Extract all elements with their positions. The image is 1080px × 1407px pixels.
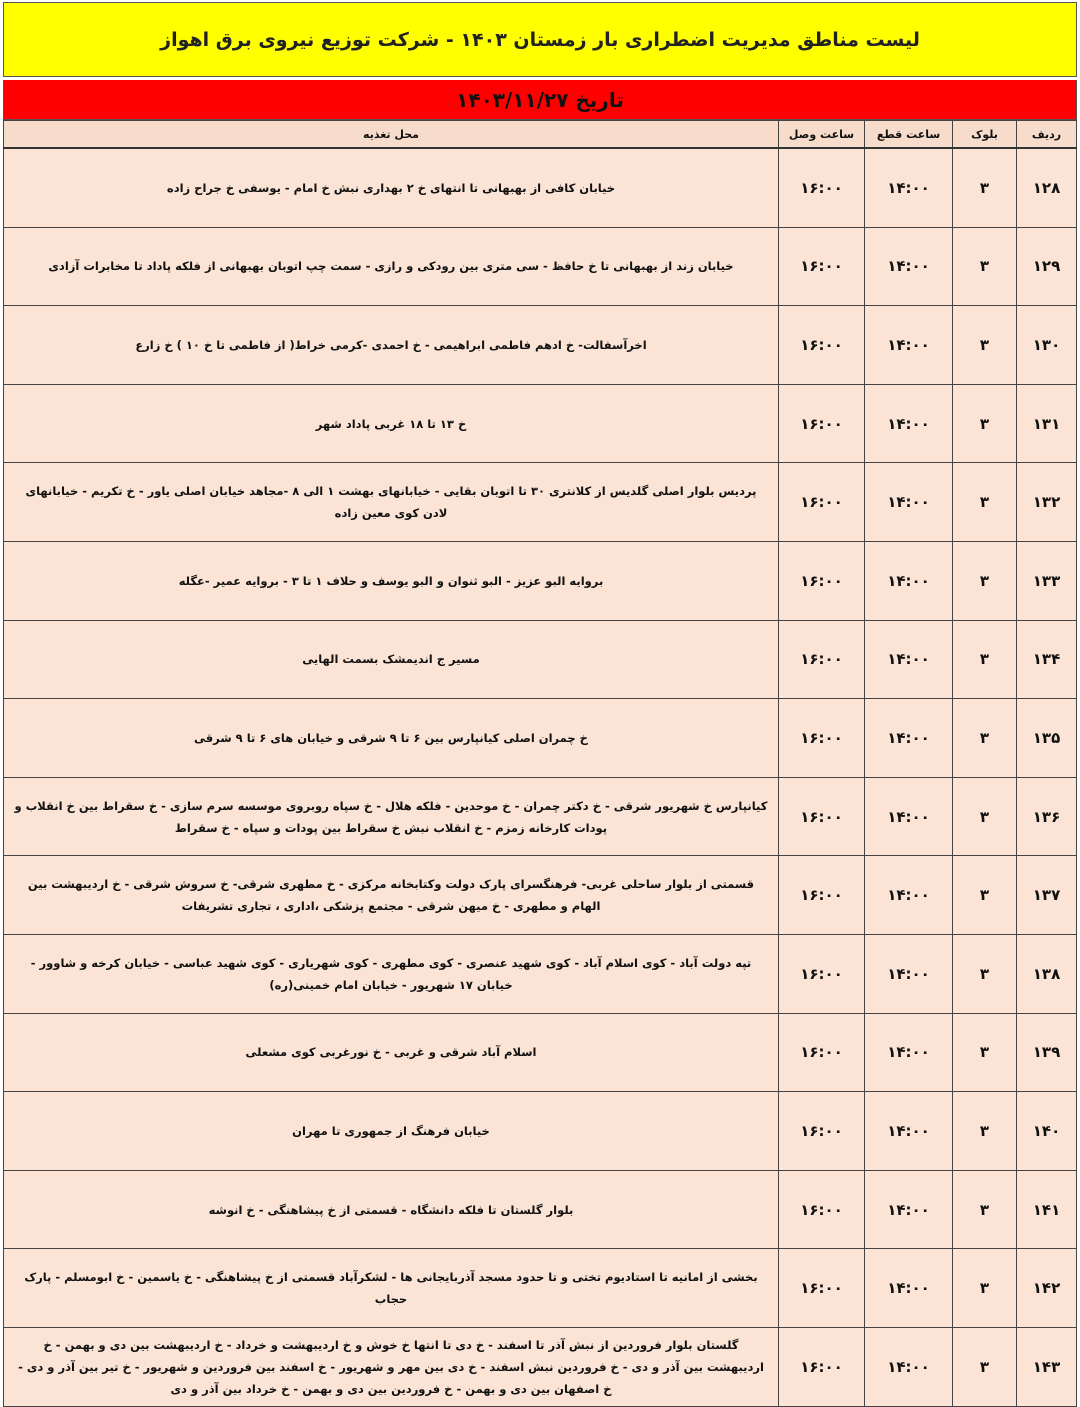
table-row	[4, 384, 1077, 463]
row-number-cell: ۱۳۳	[1017, 541, 1077, 620]
cut-time-cell: ۱۴:۰۰	[865, 856, 953, 935]
location-cell: بخشی از امانیه تا استادیوم تختی و تا حدود مسجد آذربایجانی ها - لشکرآباد قسمتی از خ پیشاهنگی - خ یاسمین - خ ابومسلم - پارک حجاب	[4, 1249, 779, 1328]
connect-time-cell: ۱۶:۰۰	[779, 1170, 865, 1249]
connect-time-cell: ۱۶:۰۰	[779, 148, 865, 227]
row-number-cell: ۱۴۰	[1017, 1092, 1077, 1171]
block-cell: ۳	[953, 934, 1017, 1013]
row-number-cell: ۱۳۶	[1017, 777, 1077, 856]
table-row	[4, 620, 1077, 699]
col-block-header: بلوک	[953, 121, 1017, 149]
location-cell: اخرآسفالت- خ ادهم فاطمی ابراهیمی - خ احمدی -کرمی خراط( از فاطمی تا خ ۱۰ ) خ زارع	[4, 306, 779, 385]
location-cell: خیابان فرهنگ از جمهوری تا مهران	[4, 1092, 779, 1171]
block-cell: ۳	[953, 227, 1017, 306]
block-cell: ۳	[953, 1092, 1017, 1171]
table-row	[4, 541, 1077, 620]
outage-table	[3, 120, 1077, 1407]
col-cut-time-header: ساعت قطع	[865, 121, 953, 149]
connect-time-cell: ۱۶:۰۰	[779, 384, 865, 463]
location-cell: تپه دولت آباد - کوی اسلام آباد - کوی شهید عنصری - کوی مطهری - کوی شهریاری - کوی شهید عباسی - خیابان کرخه و شاوور - خیابان ۱۷ شهریور - خیابان امام خمینی(ره)	[4, 934, 779, 1013]
row-number-cell: ۱۳۷	[1017, 856, 1077, 935]
cut-time-cell: ۱۴:۰۰	[865, 1327, 953, 1406]
table-body	[4, 148, 1077, 1406]
location-cell: کیانپارس خ شهریور شرقی - خ دکتر چمران - خ موحدین - فلکه هلال - خ سپاه روبروی موسسه سرم سازی - خ سقراط بین خ انقلاب و پودات کارخانه زمزم - خ انقلاب نبش خ سقراط بین پودات و سپاه - خ سقراط	[4, 777, 779, 856]
cut-time-cell: ۱۴:۰۰	[865, 148, 953, 227]
row-number-cell: ۱۴۱	[1017, 1170, 1077, 1249]
table-row	[4, 1249, 1077, 1328]
col-radif-header: ردیف	[1017, 121, 1077, 149]
row-number-cell: ۱۲۹	[1017, 227, 1077, 306]
table-row	[4, 463, 1077, 542]
block-cell: ۳	[953, 699, 1017, 778]
location-cell: پردیس بلوار اصلی گلدیس از کلانتری ۳۰ تا اتوبان بقایی - خیابانهای بهشت ۱ الی ۸ -مجاهد خیابان اصلی یاور - خ تکریم - خیابانهای لادن کوی معین زاده	[4, 463, 779, 542]
title-banner	[3, 2, 1077, 77]
connect-time-cell: ۱۶:۰۰	[779, 463, 865, 542]
block-cell: ۳	[953, 1249, 1017, 1328]
col-connect-time-header: ساعت وصل	[779, 121, 865, 149]
row-number-cell: ۱۴۲	[1017, 1249, 1077, 1328]
row-number-cell: ۱۳۱	[1017, 384, 1077, 463]
connect-time-cell: ۱۶:۰۰	[779, 1327, 865, 1406]
row-number-cell: ۱۳۴	[1017, 620, 1077, 699]
table-row	[4, 1170, 1077, 1249]
row-number-cell: ۱۳۲	[1017, 463, 1077, 542]
block-cell: ۳	[953, 148, 1017, 227]
block-cell: ۳	[953, 856, 1017, 935]
connect-time-cell: ۱۶:۰۰	[779, 856, 865, 935]
block-cell: ۳	[953, 384, 1017, 463]
location-cell: قسمتی از بلوار ساحلی غربی- فرهنگسرای پارک دولت وکتابخانه مرکزی - خ مطهری شرقی- خ سروش شرقی - خ اردیبهشت بین الهام و مطهری - خ میهن شرقی - مجتمع پزشکی ،اداری ، تجاری تشریفات	[4, 856, 779, 935]
date-banner	[3, 80, 1077, 120]
row-number-cell: ۱۳۸	[1017, 934, 1077, 1013]
connect-time-cell: ۱۶:۰۰	[779, 227, 865, 306]
block-cell: ۳	[953, 620, 1017, 699]
table-header-row	[4, 121, 1077, 149]
cut-time-cell: ۱۴:۰۰	[865, 463, 953, 542]
table-row	[4, 699, 1077, 778]
connect-time-cell: ۱۶:۰۰	[779, 1092, 865, 1171]
block-cell: ۳	[953, 777, 1017, 856]
row-number-cell: ۱۴۳	[1017, 1327, 1077, 1406]
cut-time-cell: ۱۴:۰۰	[865, 1092, 953, 1171]
connect-time-cell: ۱۶:۰۰	[779, 1013, 865, 1092]
connect-time-cell: ۱۶:۰۰	[779, 699, 865, 778]
location-cell: گلستان بلوار فروردین از نبش آذر تا اسفند - خ دی تا انتها خ خوش و خ اردیبهشت و خرداد - خ اردیبهشت بین دی و بهمن - خ اردیبهشت بین آذر و دی - خ فروردین نبش اسفند - خ دی بین مهر و شهریور - خ اسفند بین فروردین و شهریور - خ تیر بین آذر و دی - خ اصفهان بین دی و بهمن - خ فروردین بین دی و بهمن - خ خرداد بین آذر و دی	[4, 1327, 779, 1406]
block-cell: ۳	[953, 1170, 1017, 1249]
cut-time-cell: ۱۴:۰۰	[865, 934, 953, 1013]
cut-time-cell: ۱۴:۰۰	[865, 384, 953, 463]
schedule-sheet	[3, 2, 1077, 1407]
connect-time-cell: ۱۶:۰۰	[779, 306, 865, 385]
cut-time-cell: ۱۴:۰۰	[865, 227, 953, 306]
table-row	[4, 1092, 1077, 1171]
table-row	[4, 777, 1077, 856]
cut-time-cell: ۱۴:۰۰	[865, 1013, 953, 1092]
cut-time-cell: ۱۴:۰۰	[865, 699, 953, 778]
row-number-cell: ۱۳۰	[1017, 306, 1077, 385]
location-cell: خ ۱۳ تا ۱۸ غربی پاداد شهر	[4, 384, 779, 463]
block-cell: ۳	[953, 1327, 1017, 1406]
date-label: تاریخ ۱۴۰۳/۱۱/۲۷	[456, 87, 624, 112]
cut-time-cell: ۱۴:۰۰	[865, 777, 953, 856]
block-cell: ۳	[953, 541, 1017, 620]
cut-time-cell: ۱۴:۰۰	[865, 1249, 953, 1328]
cut-time-cell: ۱۴:۰۰	[865, 541, 953, 620]
row-number-cell: ۱۲۸	[1017, 148, 1077, 227]
location-cell: مسیر ج اندیمشک بسمت الهایی	[4, 620, 779, 699]
block-cell: ۳	[953, 306, 1017, 385]
location-cell: خیابان کافی از بهبهانی تا انتهای خ ۲ بهداری نبش خ امام - یوسفی خ جراح زاده	[4, 148, 779, 227]
connect-time-cell: ۱۶:۰۰	[779, 934, 865, 1013]
page-title: لیست مناطق مدیریت اضطراری بار زمستان ۱۴۰۳ - شرکت توزیع نیروی برق اهواز	[160, 28, 920, 51]
row-number-cell: ۱۳۹	[1017, 1013, 1077, 1092]
cut-time-cell: ۱۴:۰۰	[865, 1170, 953, 1249]
table-row	[4, 227, 1077, 306]
block-cell: ۳	[953, 463, 1017, 542]
location-cell: خیابان زند از بهبهانی تا خ حافظ - سی متری بین رودکی و رازی - سمت چپ اتوبان بهبهانی از فلکه پاداد تا مخابرات آزادی	[4, 227, 779, 306]
col-location-header: محل تغذیه	[4, 121, 779, 149]
row-number-cell: ۱۳۵	[1017, 699, 1077, 778]
table-row	[4, 934, 1077, 1013]
table-row	[4, 306, 1077, 385]
location-cell: اسلام آباد شرقی و غربی - خ نورغربی کوی مشعلی	[4, 1013, 779, 1092]
table-row	[4, 1013, 1077, 1092]
location-cell: بلوار گلستان تا فلکه دانشگاه - قسمتی از خ پیشاهنگی - خ انوشه	[4, 1170, 779, 1249]
connect-time-cell: ۱۶:۰۰	[779, 777, 865, 856]
table-row	[4, 1327, 1077, 1406]
connect-time-cell: ۱۶:۰۰	[779, 620, 865, 699]
table-row	[4, 856, 1077, 935]
connect-time-cell: ۱۶:۰۰	[779, 541, 865, 620]
cut-time-cell: ۱۴:۰۰	[865, 620, 953, 699]
location-cell: خ چمران اصلی کیانپارس بین ۶ تا ۹ شرقی و خیابان های ۶ تا ۹ شرقی	[4, 699, 779, 778]
cut-time-cell: ۱۴:۰۰	[865, 306, 953, 385]
block-cell: ۳	[953, 1013, 1017, 1092]
table-row	[4, 148, 1077, 227]
connect-time-cell: ۱۶:۰۰	[779, 1249, 865, 1328]
location-cell: بروایه البو عزیز - البو ثنوان و البو یوسف و حلاف ۱ تا ۳ - بروایه عمیر -عگله	[4, 541, 779, 620]
